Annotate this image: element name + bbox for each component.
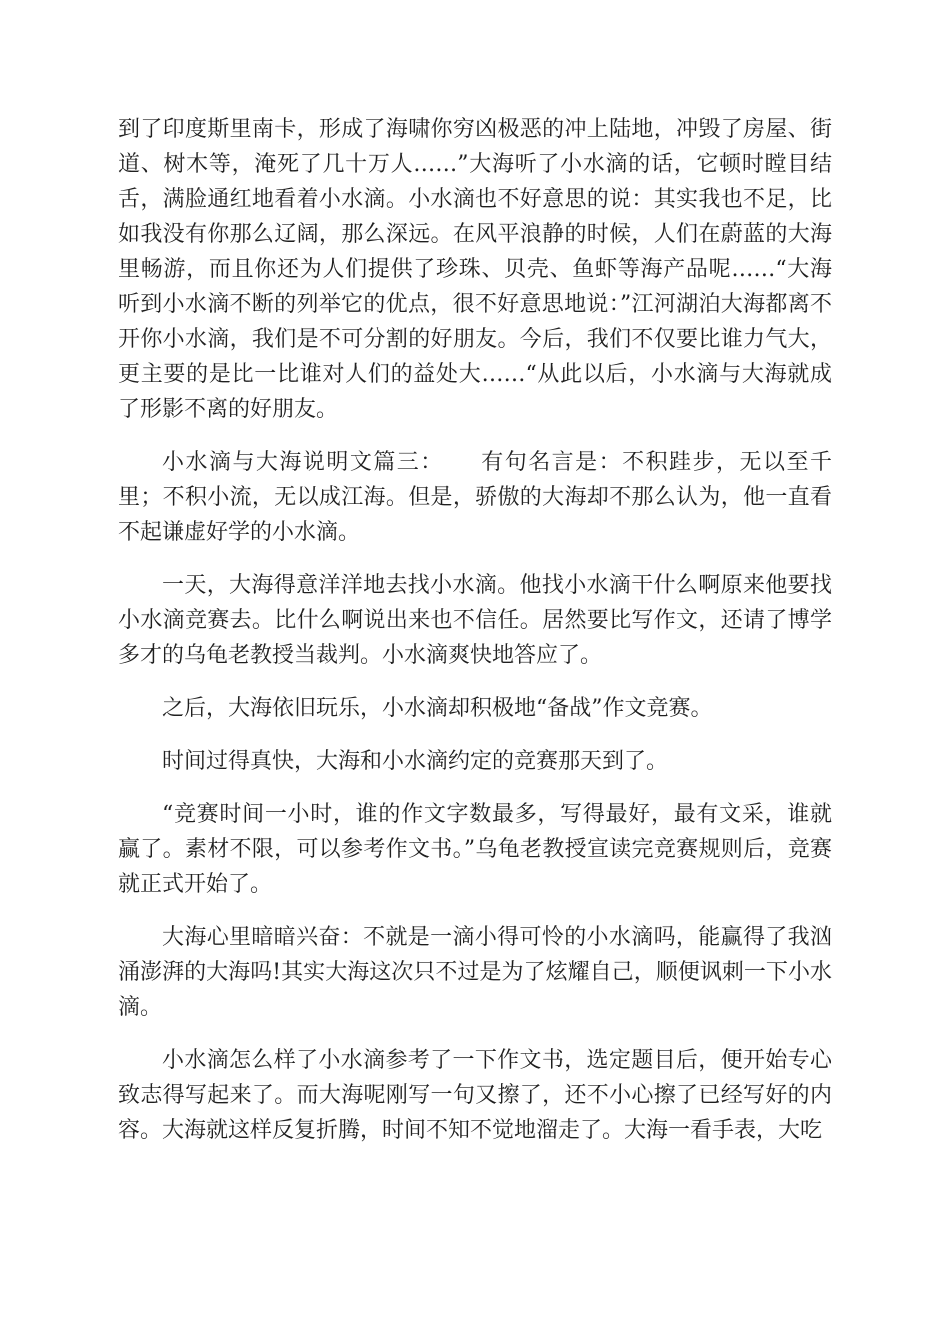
paragraph-6: 大海心里暗暗兴奋：不就是一滴小得可怜的小水滴吗，能赢得了我汹涌澎湃的大海吗!其实大海这次只不过是为了炫耀自己，顺便讽刺一下小水滴。 (118, 925, 832, 1020)
paragraph-continuation: 到了印度斯里南卡，形成了海啸你穷凶极恶的冲上陆地，冲毁了房屋、街道、树木等，淹死了几十万人……”大海听了小水滴的话，它顿时瞠目结舌，满脸通红地看着小水滴。小水滴也不好意思的说：其实我也不足，比如我没有你那么辽阔，那么深远。在风平浪静的时候，人们在蔚蓝的大海里畅游，而且你还为人们提供了珍珠、贝壳、鱼虾等海产品呢……“大海听到小水滴不断的列举它的优点，很不好意思地说：”江河湖泊大海都离不开你小水滴，我们是不可分割的好朋友。今后，我们不仅要比谁力气大，更主要的是比一比谁对人们的益处大……“从此以后，小水滴与大海就成了形影不离的好朋友。 (118, 117, 832, 422)
paragraph-4: 时间过得真快，大海和小水滴约定的竞赛那天到了。 (162, 749, 669, 774)
paragraph-7: 小水滴怎么样了小水滴参考了一下作文书，选定题目后，便开始专心致志得写起来了。而大海呢刚写一句又擦了，还不小心擦了已经写好的内容。大海就这样反复折腾，时间不知不觉地溜走了。大海一看手表，大吃 (118, 1048, 832, 1143)
section-heading: 小水滴与大海说明文篇三： (162, 450, 444, 475)
section-opening-text: 有句名言是：不积跬步，无以至千里；不积小流，无以成江海。但是，骄傲的大海却不那么认为，他一直看不起谦虚好学的小水滴。 (118, 450, 832, 545)
paragraph-5: “竞赛时间一小时，谁的作文字数最多，写得最好，最有文采，谁就赢了。素材不限，可以参考作文书。”乌龟老教授宣读完竞赛规则后，竞赛就正式开始了。 (118, 802, 832, 897)
paragraph-section-three (118, 445, 832, 550)
paragraph-2: 一天，大海得意洋洋地去找小水滴。他找小水滴干什么啊原来他要找小水滴竞赛去。比什么啊说出来也不信任。居然要比写作文，还请了博学多才的乌龟老教授当裁判。小水滴爽快地答应了。 (118, 573, 832, 668)
paragraph-3: 之后，大海依旧玩乐，小水滴却积极地“备战”作文竞赛。 (162, 696, 713, 721)
